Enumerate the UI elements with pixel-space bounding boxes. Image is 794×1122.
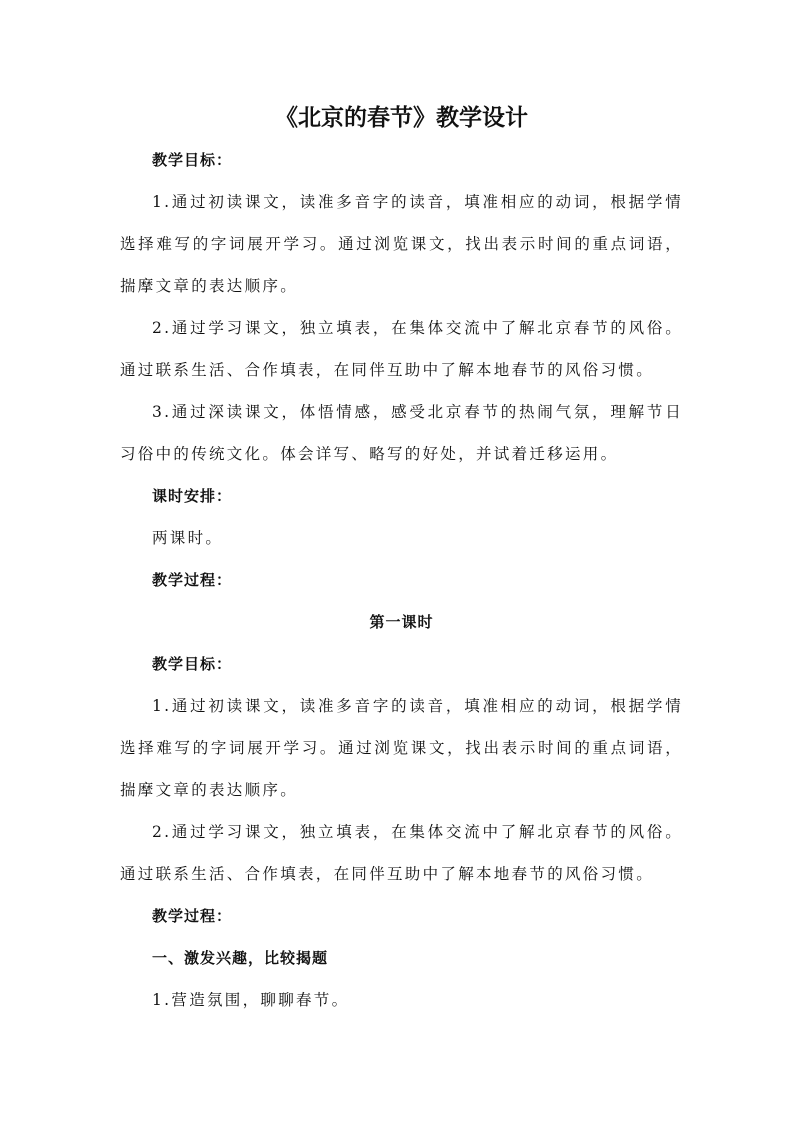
document-page	[120, 97, 683, 1021]
goal-paragraph: 1.通过初读课文，读准多音字的读音，填准相应的动词，根据学情选择难写的字词展开学习。通过浏览课文，找出表示时间的重点词语，揣摩文章的表达顺序。	[120, 193, 683, 295]
lesson-process-heading: 教学过程：	[152, 907, 233, 925]
schedule-text: 两课时。	[152, 529, 224, 547]
goal-paragraph: 3.通过深读课文，体悟情感，感受北京春节的热闹气氛，理解节日习俗中的传统文化。体会详写、略写的好处，并试着迁移运用。	[120, 403, 683, 463]
lesson-goal-paragraph: 1.通过初读课文，读准多音字的读音，填准相应的动词，根据学情选择难写的字词展开学习。通过浏览课文，找出表示时间的重点词语，揣摩文章的表达顺序。	[120, 697, 683, 799]
lesson-goals-heading: 教学目标：	[152, 655, 233, 673]
schedule-heading: 课时安排：	[152, 487, 233, 505]
document-title: 《北京的春节》教学设计	[275, 105, 528, 131]
process-heading: 教学过程：	[152, 571, 233, 589]
lesson-title: 第一课时	[369, 613, 434, 631]
teaching-goals-heading: 教学目标：	[152, 151, 233, 169]
step-item: 1.营造氛围，聊聊春节。	[152, 991, 350, 1009]
lesson-goal-paragraph: 2.通过学习课文，独立填表，在集体交流中了解北京春节的风俗。通过联系生活、合作填表，在同伴互助中了解本地春节的风俗习惯。	[120, 823, 683, 883]
goal-paragraph: 2.通过学习课文，独立填表，在集体交流中了解北京春节的风俗。通过联系生活、合作填表，在同伴互助中了解本地春节的风俗习惯。	[120, 319, 683, 379]
step-heading: 一、激发兴趣，比较揭题	[152, 949, 329, 967]
